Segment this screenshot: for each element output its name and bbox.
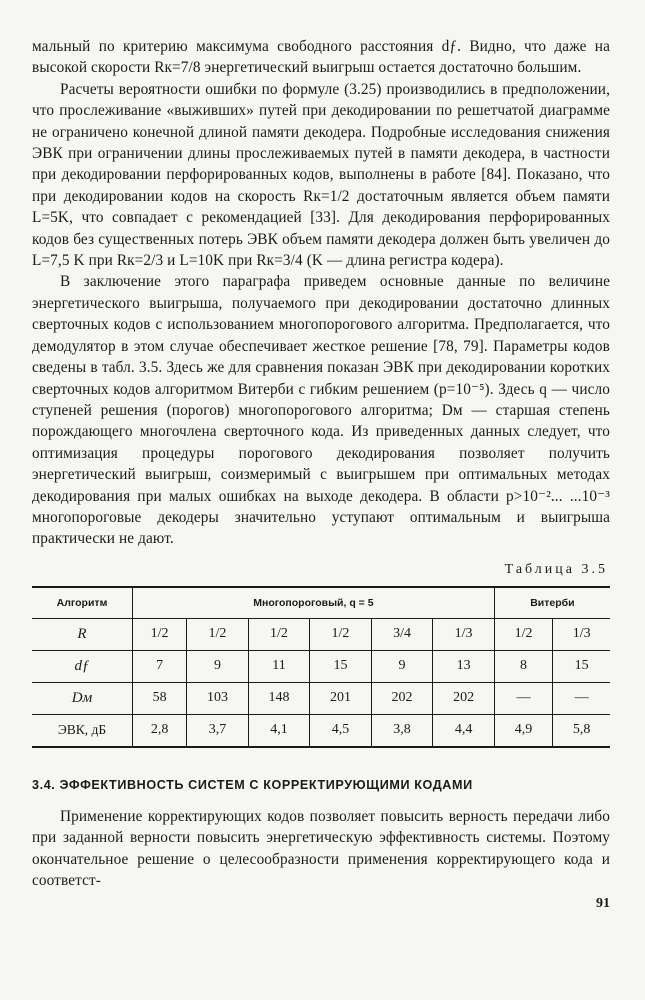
table-cell: 1/3 bbox=[553, 618, 610, 650]
table-cell: 4,9 bbox=[494, 714, 552, 747]
table-cell: 11 bbox=[248, 650, 310, 682]
table-cell: 58 bbox=[133, 682, 187, 714]
table-cell: 202 bbox=[371, 682, 433, 714]
page-body bbox=[32, 36, 610, 891]
table-cell: 1/2 bbox=[133, 618, 187, 650]
row-label: R bbox=[32, 618, 133, 650]
table-row bbox=[32, 650, 610, 682]
table-cell: 1/2 bbox=[494, 618, 552, 650]
data-table bbox=[32, 586, 610, 748]
table-cell: 3,8 bbox=[371, 714, 433, 747]
table-cell: 2,8 bbox=[133, 714, 187, 747]
page-number: 91 bbox=[596, 896, 610, 911]
table-cell: 1/2 bbox=[310, 618, 372, 650]
table-cell: — bbox=[494, 682, 552, 714]
row-label: dƒ bbox=[32, 650, 133, 682]
table-cell: 103 bbox=[187, 682, 249, 714]
header-viterbi: Витерби bbox=[494, 587, 610, 619]
table-cell: 1/2 bbox=[248, 618, 310, 650]
table-cell: 7 bbox=[133, 650, 187, 682]
table-cell: 148 bbox=[248, 682, 310, 714]
section-heading: 3.4. ЭФФЕКТИВНОСТЬ СИСТЕМ С КОРРЕКТИРУЮЩИМИ КОДАМИ bbox=[32, 777, 473, 792]
row-label: ЭВК, дБ bbox=[32, 714, 133, 747]
header-multithreshold: Многопороговый, q = 5 bbox=[133, 587, 495, 619]
table-row bbox=[32, 618, 610, 650]
header-algorithm: Алгоритм bbox=[32, 587, 133, 619]
table-cell: 13 bbox=[433, 650, 495, 682]
table-cell: 9 bbox=[187, 650, 249, 682]
paragraph-conclusion: В заключение этого параграфа приведем основные данные по величине энергетического выигрыша, получаемого при декодировании достаточно длинных сверточных кодов с использованием многопорогового алгоритма. Предполагается, что демодулятор в этом случае обеспечивает жесткое решение [78, 79]. Параметры кодов сведены в табл. 3.5. Здесь же для сравнения показан ЭВК при декодировании коротких сверточных кодов алгоритмом Витерби с гибким решением (p=10⁻⁵). Здесь q — число ступеней решения (порогов) многопорогового алгоритма; Dм — старшая степень порождающего многочлена сверточного кода. Из приведенных данных следует, что оптимизация процедуры порогового декодирования позволяет получить энергетический выигрыш, соизмеримый с выигрышем при оптимальных методах декодирования при малых ошибках на выходе декодера. В области p>10⁻²... ...10⁻³ многопороговые декодеры значительно уступают оптимальным и выигрыша практически не дают. bbox=[32, 273, 610, 548]
table-row bbox=[32, 714, 610, 747]
table-cell: — bbox=[553, 682, 610, 714]
paragraph-memory: Расчеты вероятности ошибки по формуле (3.25) производились в предположении, что прослеживание «выживших» путей при декодировании по решетчатой диаграмме не ограничено конечной длиной памяти декодера. Подробные исследования снижения ЭВК при ограничении длины прослеживаемых путей в памяти декодера, в частности при декодировании перфорированных кодов, выполнены в работе [84]. Показано, что при декодировании кодов на скорость Rк=1/2 достаточным является объем памяти L=5K, что совпадает с рекомендацией [33]. Для декодирования перфорированных кодов без существенных потерь ЭВК объем памяти декодера должен быть увеличен до L=7,5 K при Rк=2/3 и L=10K при Rк=3/4 (K — длина регистра кодера). bbox=[32, 80, 610, 270]
row-label: Dм bbox=[32, 682, 133, 714]
table-cell: 3/4 bbox=[371, 618, 433, 650]
table-cell: 3,7 bbox=[187, 714, 249, 747]
table-cell: 9 bbox=[371, 650, 433, 682]
table-cell: 202 bbox=[433, 682, 495, 714]
table-cell: 15 bbox=[310, 650, 372, 682]
table-row bbox=[32, 682, 610, 714]
table-cell: 4,5 bbox=[310, 714, 372, 747]
table-cell: 4,4 bbox=[433, 714, 495, 747]
paragraph-section-intro: Применение корректирующих кодов позволяет повысить верность передачи либо при заданной верности повысить энергетическую эффективность системы. Поэтому окончательное решение о целесообразности применения корректирующего кода и соответст- bbox=[32, 807, 610, 889]
table-header-row bbox=[32, 587, 610, 619]
table-cell: 5,8 bbox=[553, 714, 610, 747]
table-caption: Таблица 3.5 bbox=[504, 561, 608, 577]
table-cell: 1/2 bbox=[187, 618, 249, 650]
table-cell: 1/3 bbox=[433, 618, 495, 650]
table-cell: 201 bbox=[310, 682, 372, 714]
table-cell: 8 bbox=[494, 650, 552, 682]
table-cell: 4,1 bbox=[248, 714, 310, 747]
table-cell: 15 bbox=[553, 650, 610, 682]
paragraph-continuation: мальный по критерию максимума свободного расстояния dƒ. Видно, что даже на высокой скорости Rк=7/8 энергетический выигрыш остается достаточно большим. bbox=[32, 38, 610, 77]
